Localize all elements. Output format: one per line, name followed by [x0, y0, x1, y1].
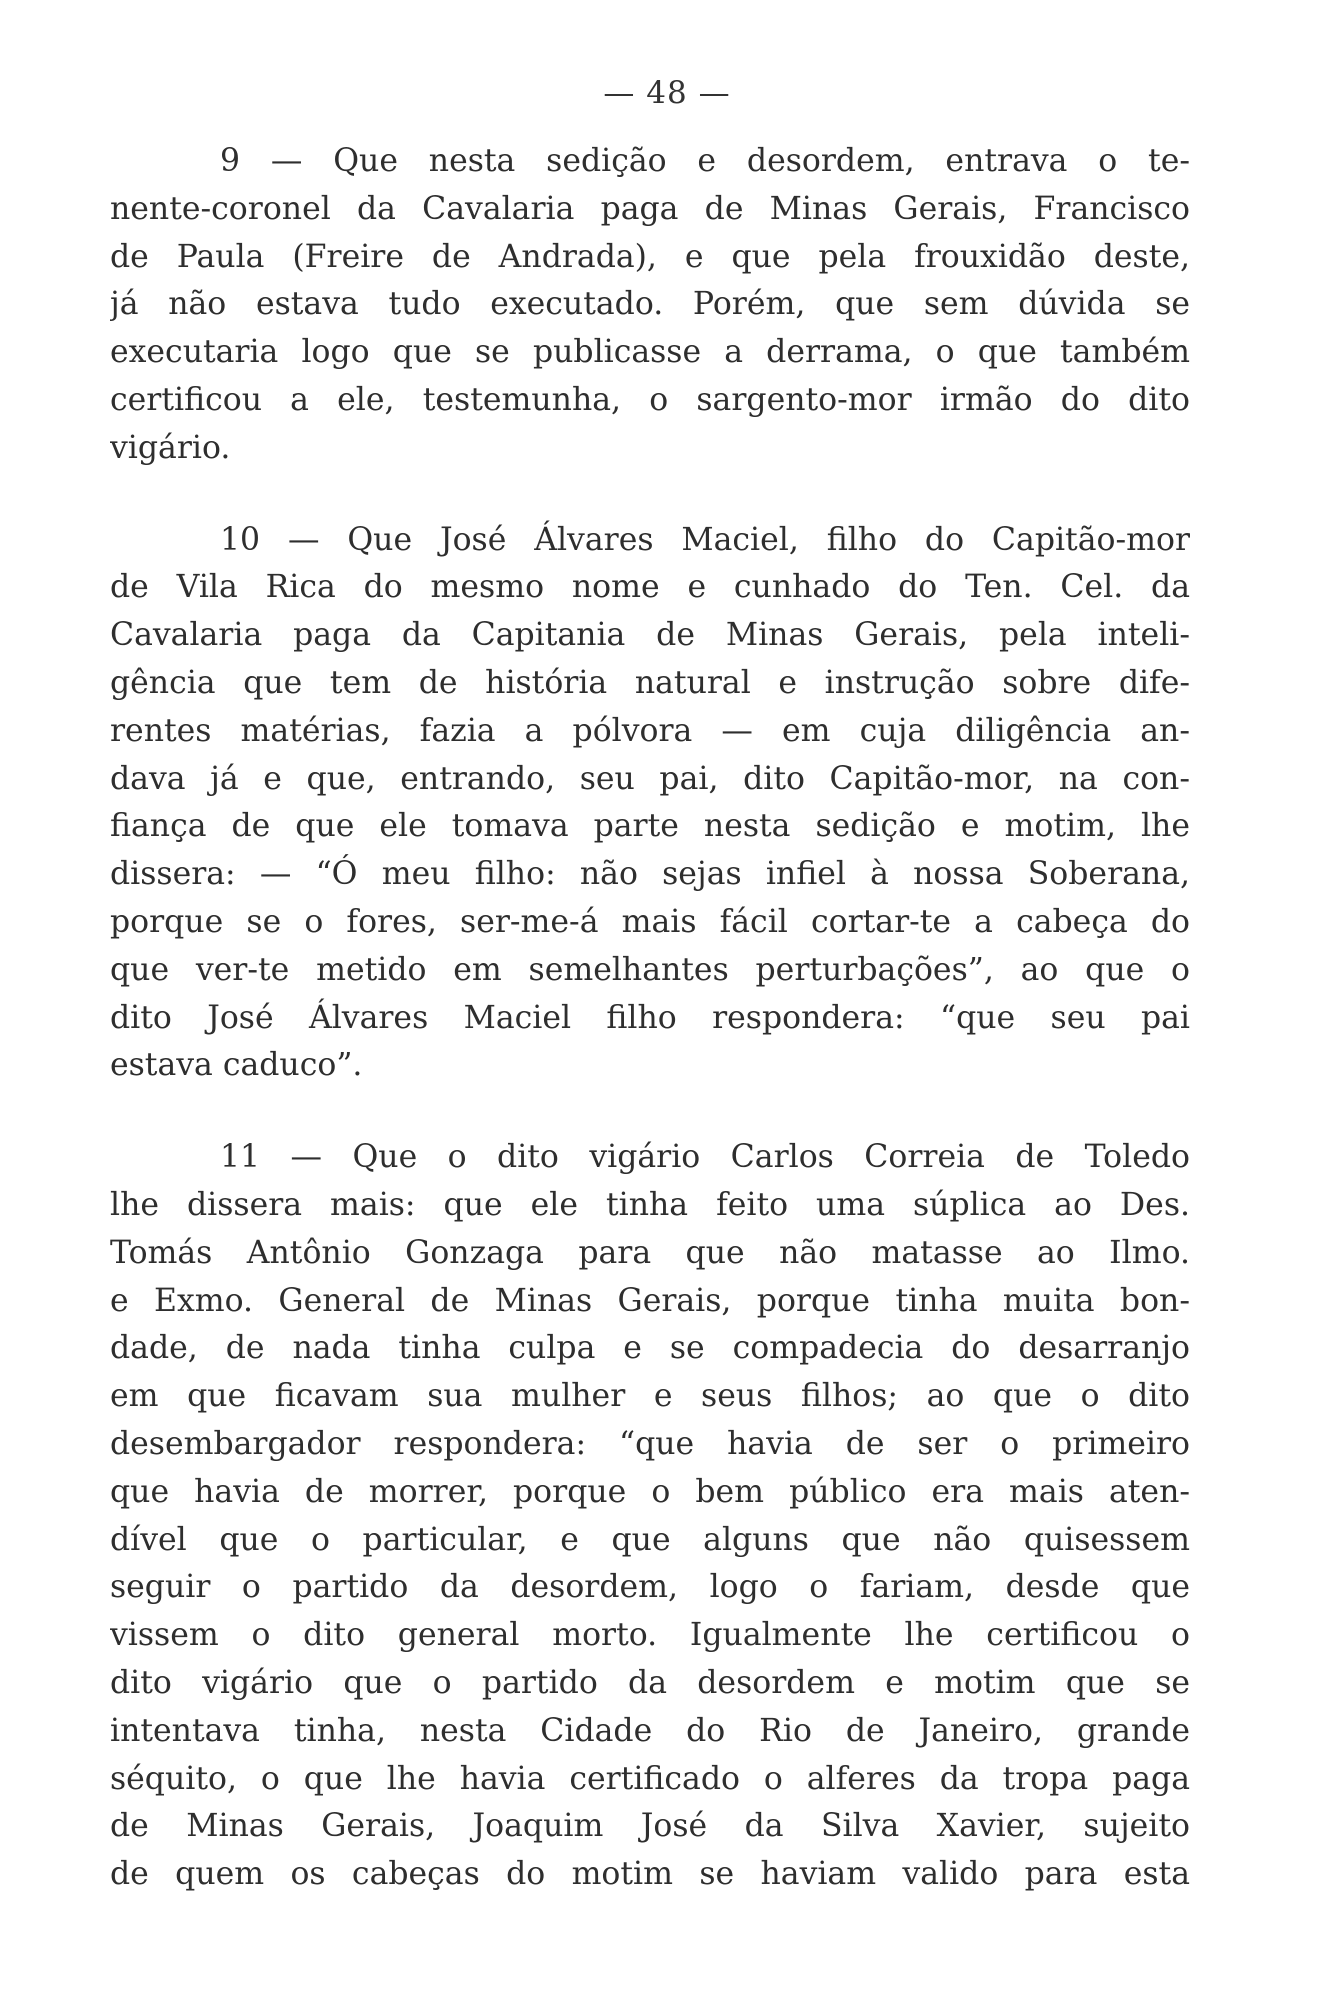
text-line: de quem os cabeças do motim se haviam valido para esta — [110, 1856, 1190, 1893]
body-text — [110, 138, 1190, 1899]
text-line: que ver-te metido em semelhantes perturbações”, ao que o — [110, 951, 1190, 988]
text-line: vigário. — [110, 429, 231, 466]
page-number: — 48 — — [603, 75, 731, 111]
text-line: lhe dissera mais: que ele tinha feito uma súplica ao Des. — [110, 1186, 1190, 1223]
text-line: porque se o fores, ser-me-á mais fácil cortar-te a cabeça do — [110, 903, 1190, 940]
text-line: Tomás Antônio Gonzaga para que não matasse ao Ilmo. — [110, 1234, 1190, 1271]
text-line: dito vigário que o partido da desordem e motim que se — [110, 1664, 1190, 1701]
text-line: séquito, o que lhe havia certificado o alferes da tropa paga — [110, 1760, 1190, 1797]
text-line: desembargador respondera: “que havia de ser o primeiro — [110, 1425, 1190, 1462]
text-line: 11 — Que o dito vigário Carlos Correia de Toledo — [220, 1139, 1190, 1176]
text-line: em que ficavam sua mulher e seus filhos; ao que o dito — [110, 1378, 1190, 1415]
text-line: dível que o particular, e que alguns que não quisessem — [110, 1521, 1190, 1558]
text-line: dito José Álvares Maciel filho respondera: “que seu pai — [110, 999, 1190, 1036]
text-line: intentava tinha, nesta Cidade do Rio de Janeiro, grande — [110, 1712, 1190, 1749]
text-line: vissem o dito general morto. Igualmente lhe certificou o — [110, 1617, 1190, 1654]
text-line: de Minas Gerais, Joaquim José da Silva Xavier, sujeito — [110, 1808, 1190, 1845]
paragraph-11 — [110, 1134, 1190, 1899]
text-line: dava já e que, entrando, seu pai, dito Capitão-mor, na con- — [110, 760, 1190, 797]
text-line: de Paula (Freire de Andrada), e que pela frouxidão deste, — [110, 238, 1190, 275]
text-line: dissera: — “Ó meu filho: não sejas infiel à nossa Soberana, — [110, 856, 1190, 893]
text-line: nente-coronel da Cavalaria paga de Minas Gerais, Francisco — [110, 190, 1190, 227]
text-line: de Vila Rica do mesmo nome e cunhado do Ten. Cel. da — [110, 569, 1190, 606]
text-line: que havia de morrer, porque o bem público era mais aten- — [110, 1473, 1190, 1510]
text-line: e Exmo. General de Minas Gerais, porque tinha muita bon- — [110, 1282, 1190, 1319]
text-line: rentes matérias, fazia a pólvora — em cuja diligência an- — [110, 712, 1190, 749]
text-line: executaria logo que se publicasse a derrama, o que também — [110, 334, 1190, 371]
text-line: gência que tem de história natural e instrução sobre dife- — [110, 664, 1190, 701]
text-line: 9 — Que nesta sedição e desordem, entrava o te- — [220, 143, 1190, 179]
text-line: Cavalaria paga da Capitania de Minas Gerais, pela inteli- — [110, 617, 1190, 654]
text-line: dade, de nada tinha culpa e se compadecia do desarranjo — [110, 1330, 1190, 1367]
text-line: certificou a ele, testemunha, o sargento-mor irmão do dito — [110, 381, 1190, 418]
text-line: 10 — Que José Álvares Maciel, filho do Capitão-mor — [220, 521, 1190, 558]
text-line: já não estava tudo executado. Porém, que sem dúvida se — [110, 286, 1190, 323]
paragraph-10 — [110, 517, 1190, 1091]
text-line: seguir o partido da desordem, logo o fariam, desde que — [110, 1569, 1190, 1606]
text-line: estava caduco”. — [110, 1047, 363, 1084]
text-line: fiança de que ele tomava parte nesta sedição e motim, lhe — [110, 808, 1190, 845]
paragraph-9 — [110, 138, 1190, 473]
